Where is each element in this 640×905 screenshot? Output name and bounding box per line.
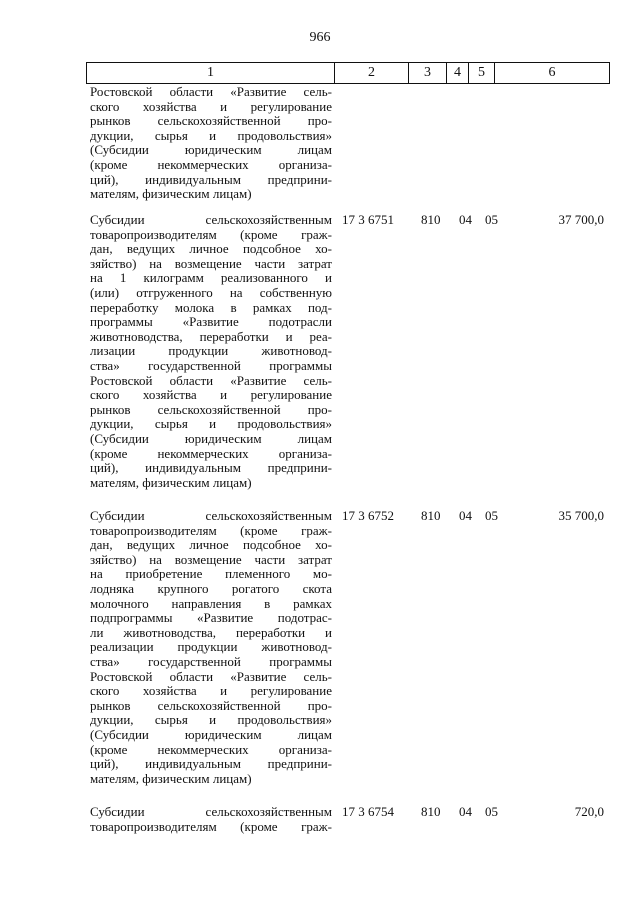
description-line: мателям, физическим лицам) — [90, 770, 252, 786]
description-line: ций), индивидуальным предприни- — [90, 756, 332, 772]
section-code: 04 — [459, 804, 472, 819]
description-line: Ростовской области «Развитие сель- — [90, 84, 332, 99]
section-code: 04 — [459, 508, 472, 523]
section-code: 04 — [459, 212, 472, 227]
expense-type-code: 810 — [421, 804, 441, 819]
description-line: дукции, сырья и продовольствия» — [90, 712, 332, 728]
description-line: зяйство) на возмещение части затрат — [90, 551, 332, 567]
description-line: Субсидии сельскохозяйственным — [90, 212, 332, 227]
description-line: ства» государственной программы — [90, 357, 332, 373]
row-description — [90, 805, 332, 834]
description-line: (кроме некоммерческих организа- — [90, 741, 332, 757]
description-line: переработку молока в рамках под- — [90, 299, 332, 315]
description-line: товаропроизводителям (кроме граж- — [90, 522, 332, 538]
description-line: дукции, сырья и продовольствия» — [90, 127, 332, 143]
description-line: реализации продукции животновод- — [90, 639, 332, 655]
description-line: Ростовской области «Развитие сель- — [90, 372, 332, 388]
target-article-code: 17 3 6751 — [342, 212, 394, 227]
subsection-code: 05 — [485, 804, 498, 819]
description-line: дукции, сырья и продовольствия» — [90, 416, 332, 432]
column-header-3: 3 — [409, 63, 447, 83]
description-line: животноводства, переработки и реа- — [90, 328, 332, 344]
description-line: товаропроизводителям (кроме граж- — [90, 226, 332, 242]
expense-type-code: 810 — [421, 212, 441, 227]
column-header-1: 1 — [87, 63, 335, 83]
description-line: подпрограммы «Развитие подотрас- — [90, 610, 332, 626]
description-line: рынков сельскохозяйственной про- — [90, 401, 332, 417]
description-line: ского хозяйства и регулирование — [90, 98, 332, 114]
target-article-code: 17 3 6752 — [342, 508, 394, 523]
column-header-2: 2 — [335, 63, 409, 83]
description-line: лизации продукции животновод- — [90, 343, 332, 359]
column-header-6: 6 — [548, 65, 556, 80]
description-line: (Субсидии юридическим лицам — [90, 726, 332, 742]
description-line: на 1 килограмм реализованного и — [90, 270, 332, 286]
description-line: Субсидии сельскохозяйственным — [90, 804, 332, 819]
description-line: дан, ведущих личное подсобное хо- — [90, 537, 332, 553]
column-header-4: 4 — [447, 63, 469, 83]
description-line: рынков сельскохозяйственной про- — [90, 113, 332, 129]
description-line: ского хозяйства и регулирование — [90, 387, 332, 403]
description-line: ли животноводства, переработки и — [90, 624, 332, 640]
description-line: молочного направления в рамках — [90, 595, 332, 611]
amount-value: 37 700,0 — [558, 212, 604, 227]
description-line: рынков сельскохозяйственной про- — [90, 697, 332, 713]
description-line: товаропроизводителям (кроме граж- — [90, 818, 332, 834]
row-description — [90, 213, 332, 490]
description-line: ства» государственной программы — [90, 653, 332, 669]
description-line: (кроме некоммерческих организа- — [90, 156, 332, 172]
description-line: Ростовской области «Развитие сель- — [90, 668, 332, 684]
description-line: на приобретение племенного мо- — [90, 566, 332, 582]
table-header — [86, 62, 610, 84]
subsection-code: 05 — [485, 212, 498, 227]
row-description — [90, 509, 332, 786]
description-line: мателям, физическим лицам) — [90, 186, 252, 202]
amount-value: 720,0 — [574, 804, 604, 819]
description-line: (Субсидии юридическим лицам — [90, 142, 332, 158]
description-line: программы «Развитие подотрасли — [90, 314, 332, 330]
description-line: Субсидии сельскохозяйственным — [90, 508, 332, 523]
description-line: ций), индивидуальным предприни- — [90, 460, 332, 476]
description-line: дан, ведущих личное подсобное хо- — [90, 241, 332, 257]
column-header-5: 5 — [469, 63, 495, 83]
target-article-code: 17 3 6754 — [342, 804, 394, 819]
description-line: (Субсидии юридическим лицам — [90, 430, 332, 446]
description-line: (или) отгруженного на собственную — [90, 284, 332, 300]
description-line: зяйство) на возмещение части затрат — [90, 255, 332, 271]
description-line: ского хозяйства и регулирование — [90, 683, 332, 699]
amount-value: 35 700,0 — [558, 508, 604, 523]
description-line: лодняка крупного рогатого скота — [90, 580, 332, 596]
description-line: (кроме некоммерческих организа- — [90, 445, 332, 461]
page-number: 966 — [309, 30, 331, 45]
description-line: ций), индивидуальным предприни- — [90, 171, 332, 187]
row-description — [90, 85, 332, 202]
expense-type-code: 810 — [421, 508, 441, 523]
description-line: мателям, физическим лицам) — [90, 474, 252, 490]
subsection-code: 05 — [485, 508, 498, 523]
